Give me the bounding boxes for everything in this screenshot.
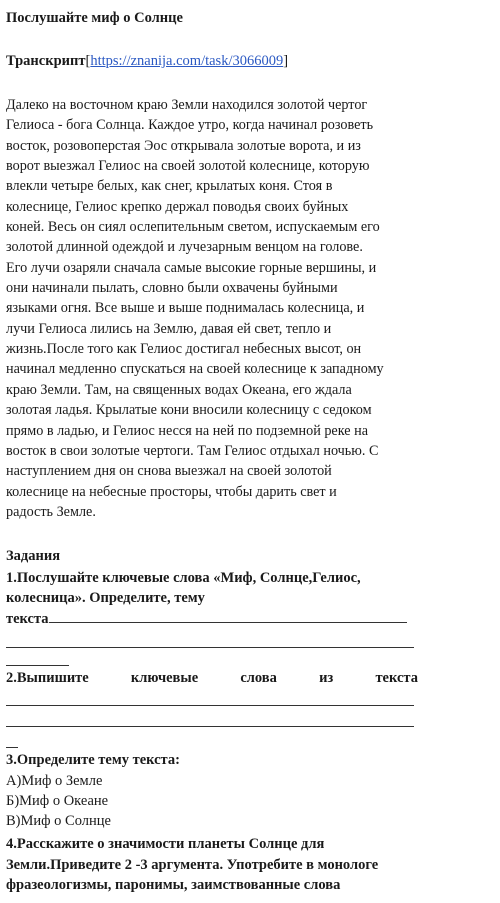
tasks-heading: Задания xyxy=(6,548,61,564)
answer-blank[interactable] xyxy=(6,726,414,727)
story-line: восток в свои золотые чертоги. Там Гелиос отдыхал ночью. С xyxy=(6,442,379,459)
task-1-line: колесница». Определите, тему xyxy=(6,590,205,606)
task-1-line: текста xyxy=(6,611,49,627)
story-line: колеснице, Гелиос крепко держал поводья своих буйных xyxy=(6,198,349,215)
task-4-line: 4.Расскажите о значимости планеты Солнце для xyxy=(6,836,325,852)
task-1-line: 1.Послушайте ключевые слова «Миф, Солнце,Гелиос, xyxy=(6,570,361,586)
option-c[interactable]: В)Миф о Солнце xyxy=(6,813,111,829)
story-line: золотой длинной одеждой и лучезарным венцом на голове. xyxy=(6,239,363,256)
task-4-line: фразеологизмы, паронимы, заимствованные слова xyxy=(6,877,341,893)
story-line: языками огня. Все выше и выше поднималась колесница, и xyxy=(6,300,365,317)
answer-blank[interactable] xyxy=(49,608,407,623)
transcript-label: Транскрипт xyxy=(6,53,86,69)
story-line: жизнь.После того как Гелиос достигал небесных высот, он xyxy=(6,341,362,358)
story-line: золотая ладья. Крылатые кони вносили колесницу с седоком xyxy=(6,402,372,419)
story-line: коней. Весь он сиял ослепительным светом, испускаемым его xyxy=(6,219,380,236)
story-line: восток, розовоперстая Эос открывала золотые ворота, и из xyxy=(6,137,361,154)
answer-blank[interactable] xyxy=(6,665,69,666)
answer-blank[interactable] xyxy=(6,647,414,648)
story-line: краю Земли. Там, на священных водах Океана, его ждала xyxy=(6,381,352,398)
task-1-answer-line xyxy=(6,608,418,629)
story-line: прямо в ладью, и Гелиос несся на ней по подземной реке на xyxy=(6,422,369,439)
story-line: они начинали пылать, словно были охвачены буйными xyxy=(6,280,338,297)
task-4 xyxy=(6,834,426,896)
task-2-word: текста xyxy=(375,670,418,686)
task-2-word: 2.Выпишите xyxy=(6,670,89,686)
task-1 xyxy=(6,568,418,629)
task-2-word: ключевые xyxy=(130,670,199,686)
story-line: колеснице на небесные просторы, чтобы дарить свет и xyxy=(6,483,337,500)
story-line: наступлением дня он снова выезжал на своей золотой xyxy=(6,463,332,480)
task-2-word: слова xyxy=(240,670,277,686)
task-4-line: Земли.Приведите 2 -3 аргумента. Употребите в монологе xyxy=(6,856,379,873)
story-line: начинал медленно спускаться на своей колеснице к западному xyxy=(6,361,384,378)
story-line: радость Земле. xyxy=(6,503,96,520)
story-line: Далеко на восточном краю Земли находился золотой чертог xyxy=(6,97,368,113)
page-title: Послушайте миф о Солнце xyxy=(6,10,183,26)
answer-blank[interactable] xyxy=(6,747,18,748)
option-a[interactable]: А)Миф о Земле xyxy=(6,773,103,789)
story-line: влекли четыре белых, как снег, крылатых коня. Стоя в xyxy=(6,178,333,195)
transcript-link[interactable]: https://znanija.com/task/3066009 xyxy=(90,53,284,69)
answer-blank[interactable] xyxy=(6,705,414,706)
story-line: Гелиоса - бога Солнца. Каждое утро, когда начинал розоветь xyxy=(6,117,374,134)
myth-text xyxy=(6,95,418,522)
story-line: Его лучи озаряли сначала самые высокие горные вершины, и xyxy=(6,259,377,276)
transcript-line: Транскрипт[https://znanija.com/task/3066009] xyxy=(6,53,289,69)
task-2-word: из xyxy=(319,670,334,686)
task-3-heading: 3.Определите тему текста: xyxy=(6,752,180,768)
task-2 xyxy=(6,670,418,687)
option-b[interactable]: Б)Миф о Океане xyxy=(6,793,109,809)
story-line: лучи Гелиоса лились на Землю, давая ей свет, тепло и xyxy=(6,320,332,337)
story-line: ворот выезжал Гелиос на своей золотой колеснице, которую xyxy=(6,158,370,175)
